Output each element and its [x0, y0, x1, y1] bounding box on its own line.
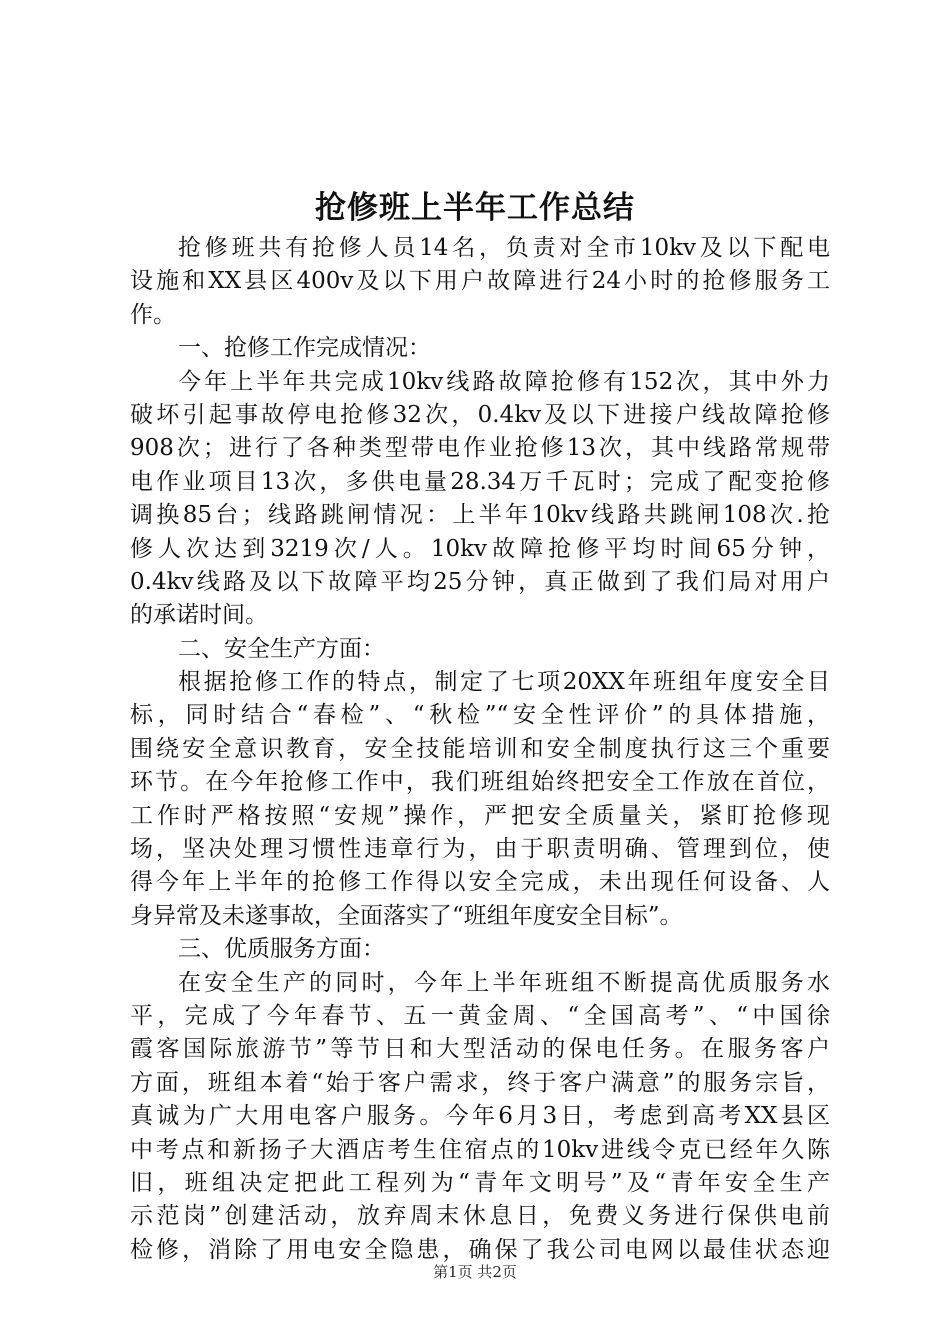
- body-line: 在安全生产的同时，今年上半年班组不断提高优质服务水: [178, 969, 830, 996]
- body-line: 0.4kv线路及以下故障平均25分钟，真正做到了我们局对用户: [130, 568, 830, 595]
- body-line: 一、抢修工作完成情况：: [178, 335, 431, 362]
- body-line: 示范岗”创建活动，放弃周末休息日，免费义务进行保供电前: [130, 1203, 830, 1230]
- page-footer: 第1页 共2页: [433, 1263, 517, 1281]
- body-line: 今年上半年共完成10kv线路故障抢修有152次，其中外力: [178, 368, 830, 395]
- body-line: 的承诺时间。: [130, 602, 268, 629]
- body-line: 设施和XX县区400v及以下用户故障进行24小时的抢修服务工: [130, 268, 830, 295]
- body-line: 作。: [130, 301, 176, 328]
- body-line: 工作时严格按照“安规”操作，严把安全质量关，紧盯抢修现: [130, 802, 830, 829]
- body-line: 调换85台；线路跳闸情况：上半年10kv线路共跳闸108次.抢: [130, 502, 830, 529]
- body-line: 围绕安全意识教育，安全技能培训和安全制度执行这三个重要: [130, 735, 830, 762]
- body-line: 霞客国际旅游节”等节日和大型活动的保电任务。在服务客户: [130, 1036, 830, 1063]
- body-line: 方面，班组本着“始于客户需求，终于客户满意”的服务宗旨，: [130, 1069, 830, 1096]
- body-line: 破坏引起事故停电抢修32次，0.4kv及以下进接户线故障抢修: [130, 401, 830, 428]
- body-line: 环节。在今年抢修工作中，我们班组始终把安全工作放在首位，: [130, 769, 830, 796]
- body-line: 旧，班组决定把此工程列为“青年文明号”及“青年安全生产: [130, 1169, 830, 1196]
- body-line: 抢修班共有抢修人员14名，负责对全市10kv及以下配电: [178, 235, 830, 261]
- body-line: 修人次达到3219次/人。10kv故障抢修平均时间65分钟，: [130, 535, 830, 562]
- document-body: [130, 232, 830, 1267]
- body-line: 三、优质服务方面：: [178, 936, 385, 963]
- document-title: 抢修班上半年工作总结: [315, 190, 635, 226]
- body-line: 平，完成了今年春节、五一黄金周、“全国高考”、“中国徐: [130, 1002, 830, 1029]
- body-line: 二、安全生产方面：: [178, 635, 385, 662]
- body-line: 908次；进行了各种类型带电作业抢修13次，其中线路常规带: [130, 435, 830, 462]
- body-line: 身异常及未遂事故，全面落实了“班组年度安全目标”。: [130, 902, 683, 929]
- body-line: 真诚为广大用电客户服务。今年6月3日，考虑到高考XX县区: [130, 1103, 830, 1130]
- body-line: 检修，消除了用电安全隐患，确保了我公司电网以最佳状态迎: [130, 1236, 830, 1263]
- body-line: 电作业项目13次，多供电量28.34万千瓦时；完成了配变抢修: [130, 468, 830, 495]
- body-line: 得今年上半年的抢修工作得以安全完成，未出现任何设备、人: [130, 869, 830, 896]
- body-line: 标，同时结合“春检”、“秋检”“安全性评价”的具体措施，: [130, 702, 830, 729]
- body-line: 中考点和新扬子大酒店考生住宿点的10kv进线令克已经年久陈: [130, 1136, 830, 1163]
- body-line: 场，坚决处理习惯性违章行为，由于职责明确、管理到位，使: [130, 836, 830, 863]
- body-line: 根据抢修工作的特点，制定了七项20XX年班组年度安全目: [178, 669, 830, 696]
